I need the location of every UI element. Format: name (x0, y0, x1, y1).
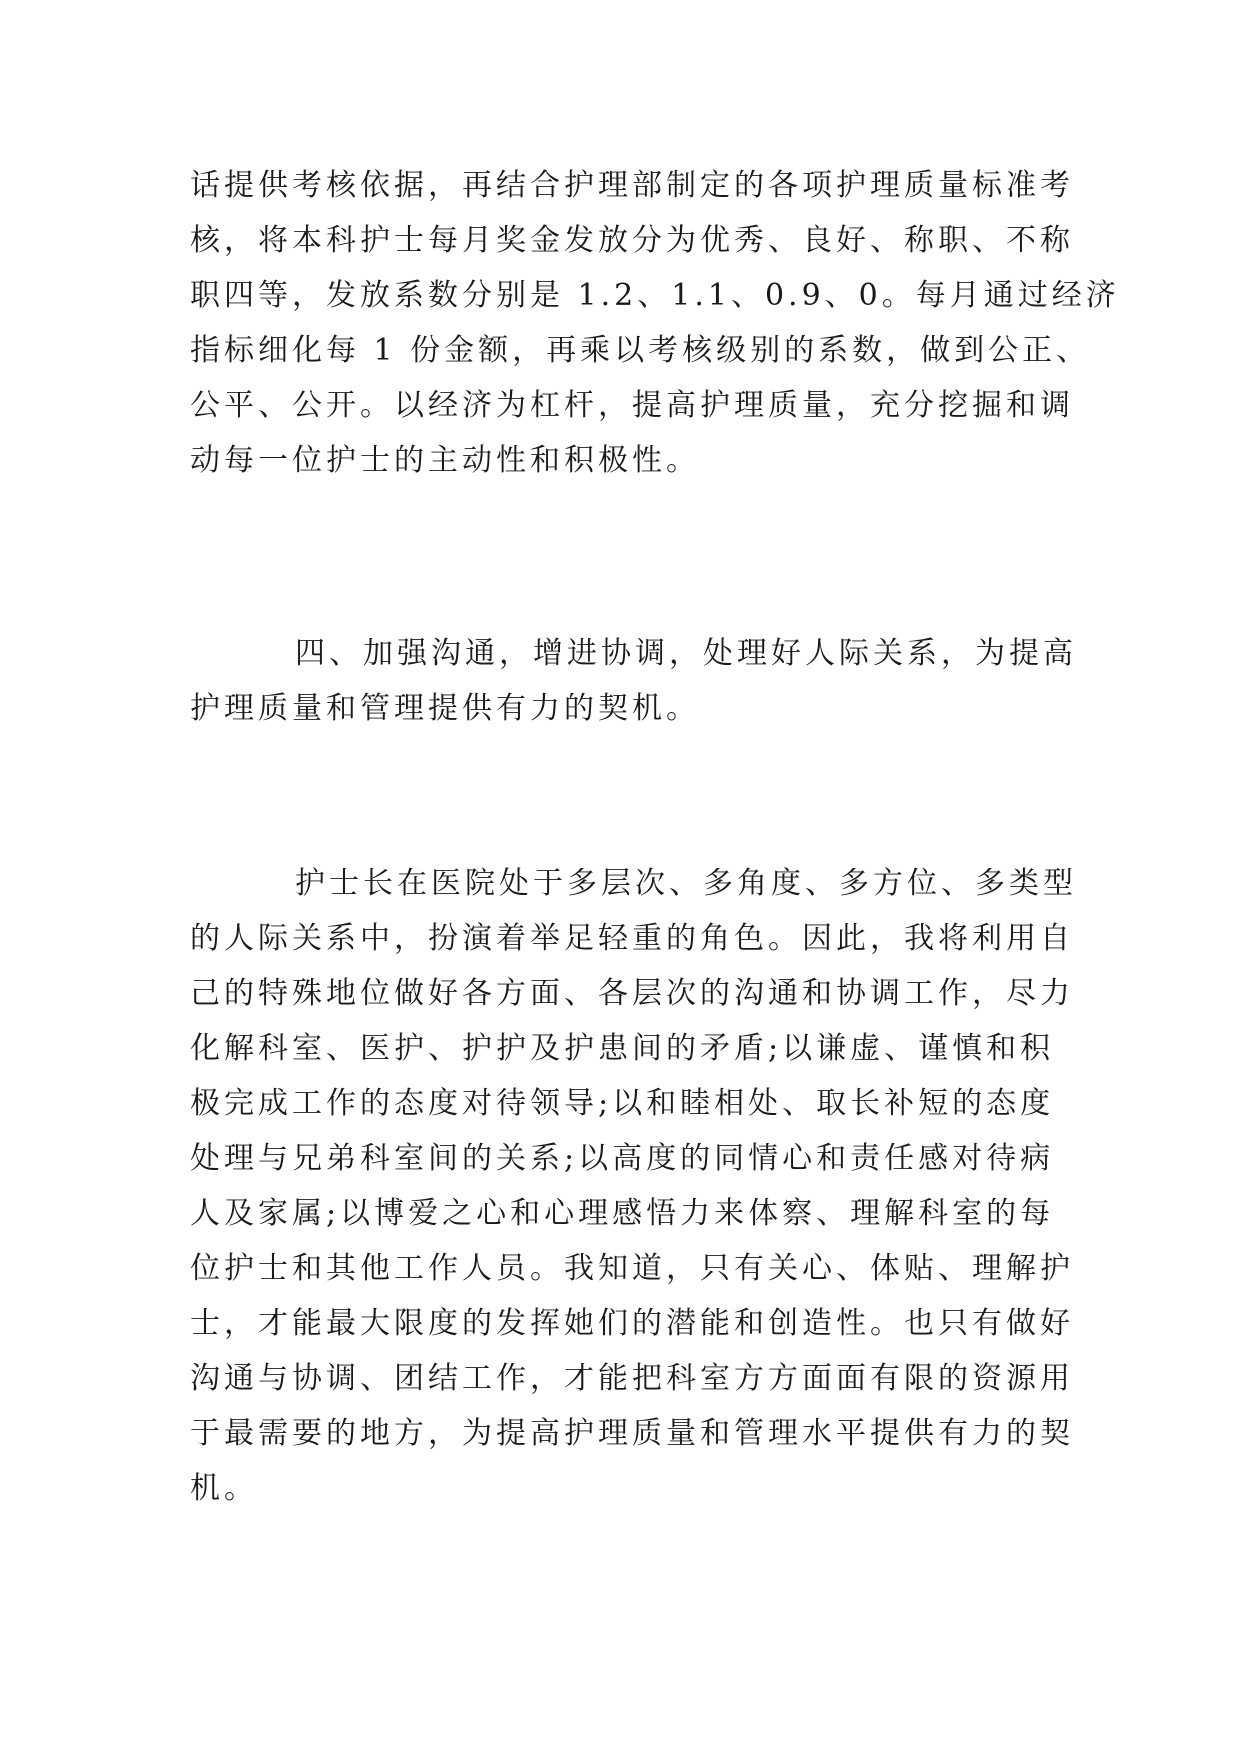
text-line: 护理质量和管理提供有力的契机。 (190, 691, 700, 726)
paragraph-assessment-bonus (190, 158, 1120, 488)
text-line: 公平、公开。以经济为杠杆，提高护理质量，充分挖掘和调 (190, 388, 1074, 423)
text-line: 指标细化每 1 份金额，再乘以考核级别的系数，做到公正、 (190, 333, 1091, 368)
text-line: 核，将本科护士每月奖金发放分为优秀、良好、称职、不称 (190, 223, 1074, 258)
text-line: 职四等，发放系数分别是 1.2、1.1、0.9、0。每月通过经济 (190, 278, 1120, 313)
text-line: 护士长在医院处于多层次、多角度、多方位、多类型 (295, 866, 1077, 901)
text-line: 化解科室、医护、护护及护患间的矛盾;以谦虚、谨慎和积 (190, 1031, 1055, 1066)
text-line: 人及家属;以博爱之心和心理感悟力来体察、理解科室的每 (190, 1196, 1055, 1231)
text-line: 处理与兄弟科室间的关系;以高度的同情心和责任感对待病 (190, 1141, 1055, 1176)
text-line: 机。 (190, 1471, 258, 1506)
text-line: 动每一位护士的主动性和积极性。 (190, 443, 700, 478)
text-line: 的人际关系中，扮演着举足轻重的角色。因此，我将利用自 (190, 921, 1074, 956)
text-line: 己的特殊地位做好各方面、各层次的沟通和协调工作，尽力 (190, 976, 1074, 1011)
text-line: 位护士和其他工作人员。我知道，只有关心、体贴、理解护 (190, 1251, 1074, 1286)
text-line: 四、加强沟通，增进协调，处理好人际关系，为提高 (295, 636, 1077, 671)
paragraph-head-nurse-communication (190, 856, 1077, 1516)
section-heading-four (190, 626, 1077, 736)
text-line: 极完成工作的态度对待领导;以和睦相处、取长补短的态度 (190, 1086, 1055, 1121)
text-line: 士，才能最大限度的发挥她们的潜能和创造性。也只有做好 (190, 1306, 1074, 1341)
text-line: 沟通与协调、团结工作，才能把科室方方面面有限的资源用 (190, 1361, 1074, 1396)
text-line: 于最需要的地方，为提高护理质量和管理水平提供有力的契 (190, 1416, 1074, 1451)
text-line: 话提供考核依据，再结合护理部制定的各项护理质量标准考 (190, 168, 1074, 203)
